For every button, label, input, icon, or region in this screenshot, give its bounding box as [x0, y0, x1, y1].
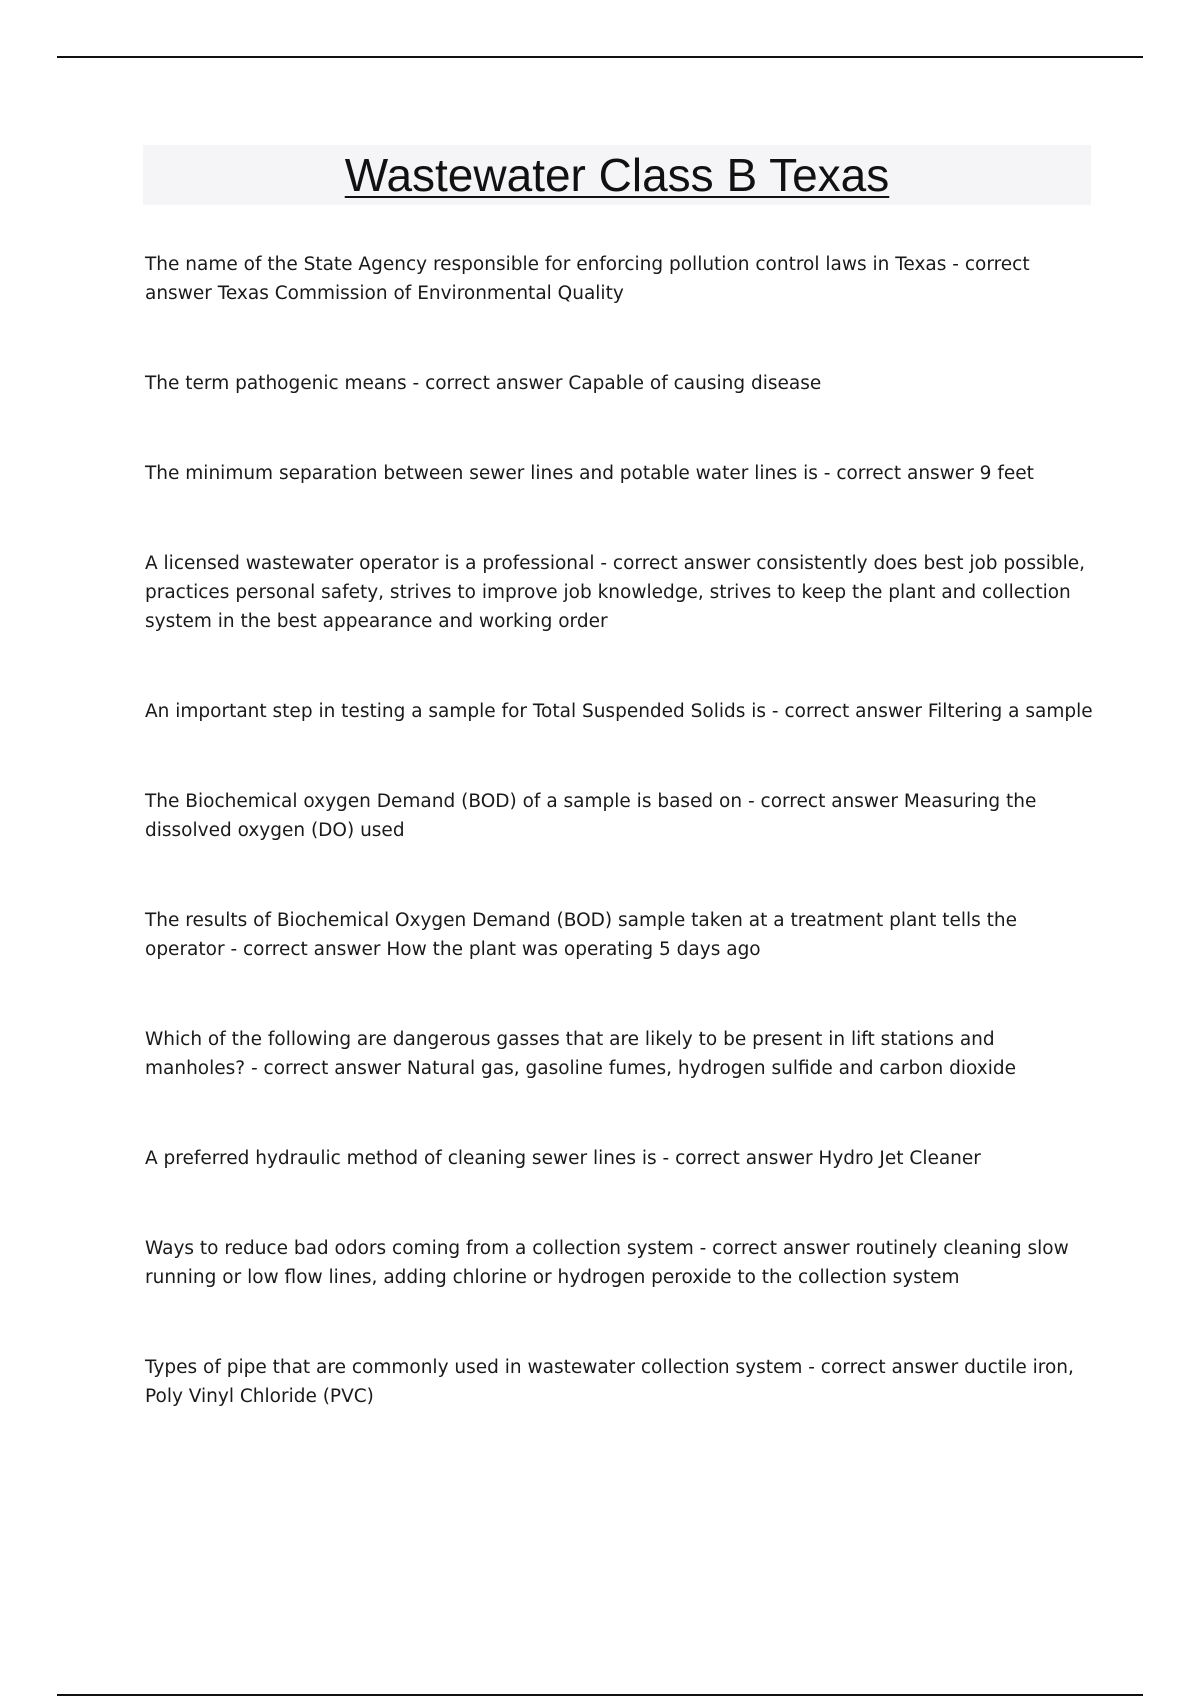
document-title: Wastewater Class B Texas	[344, 149, 890, 201]
bottom-rule	[57, 1694, 1143, 1696]
qa-list	[145, 250, 1095, 1472]
qa-item: Ways to reduce bad odors coming from a collection system - correct answer routinely cleaning slow running or low flow lines, adding chlorine or hydrogen peroxide to the collection system	[145, 1238, 1069, 1288]
title-band	[143, 145, 1091, 205]
qa-item: The Biochemical oxygen Demand (BOD) of a sample is based on - correct answer Measuring the dissolved oxygen (DO) used	[145, 791, 1037, 841]
qa-item: Types of pipe that are commonly used in wastewater collection system - correct answer ductile iron, Poly Vinyl Chloride (PVC)	[145, 1357, 1074, 1407]
qa-item: A licensed wastewater operator is a professional - correct answer consistently does best job possible, practices personal safety, strives to improve job knowledge, strives to keep the plant and collection system in the best appearance and working order	[145, 553, 1086, 632]
qa-item: A preferred hydraulic method of cleaning sewer lines is - correct answer Hydro Jet Cleaner	[145, 1148, 981, 1169]
qa-item: An important step in testing a sample for Total Suspended Solids is - correct answer Filtering a sample	[145, 701, 1093, 722]
qa-item: The term pathogenic means - correct answer Capable of causing disease	[145, 373, 822, 394]
qa-item: The results of Biochemical Oxygen Demand (BOD) sample taken at a treatment plant tells the operator - correct answer How the plant was operating 5 days ago	[145, 910, 1018, 960]
top-rule	[57, 56, 1143, 58]
qa-item: The name of the State Agency responsible for enforcing pollution control laws in Texas - correct answer Texas Commission of Environmental Quality	[145, 254, 1030, 304]
qa-item: Which of the following are dangerous gasses that are likely to be present in lift stations and manholes? - correct answer Natural gas, gasoline fumes, hydrogen sulfide and carbon dioxide	[145, 1029, 1016, 1079]
qa-item: The minimum separation between sewer lines and potable water lines is - correct answer 9 feet	[145, 463, 1034, 484]
